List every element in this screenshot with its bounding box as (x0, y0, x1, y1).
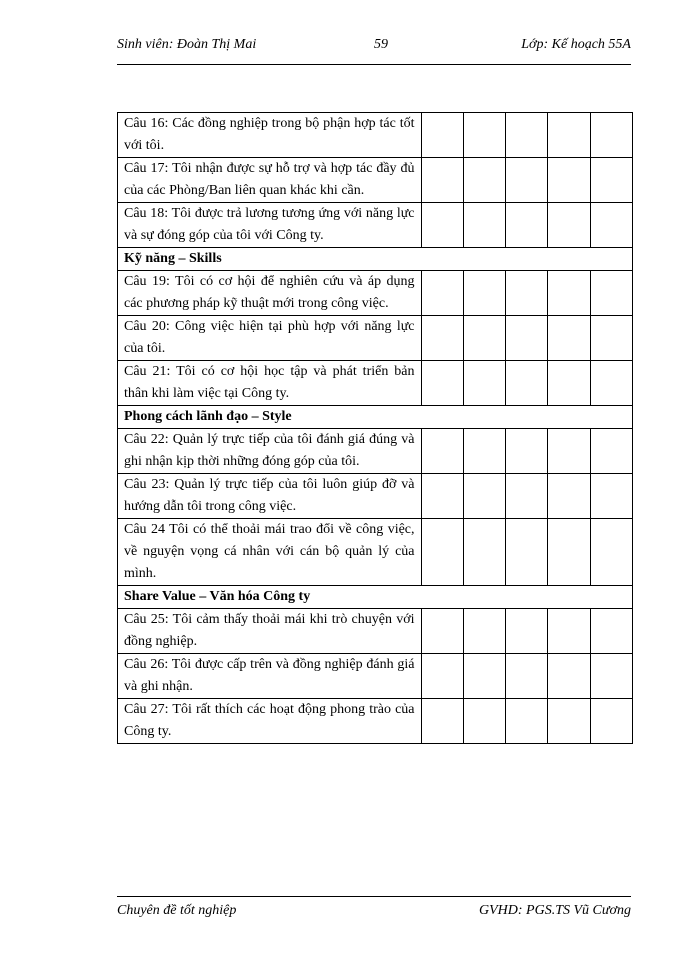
rating-cell-4[interactable] (548, 474, 590, 519)
rating-cell-4[interactable] (548, 519, 590, 586)
rating-cell-1[interactable] (421, 203, 463, 248)
rating-cell-3[interactable] (506, 271, 548, 316)
rating-cell-3[interactable] (506, 316, 548, 361)
rating-cell-4[interactable] (548, 699, 590, 744)
page-footer (117, 903, 631, 925)
question-row (118, 271, 633, 316)
rating-cell-1[interactable] (421, 699, 463, 744)
rating-cell-1[interactable] (421, 113, 463, 158)
rating-cell-1[interactable] (421, 316, 463, 361)
question-text: Câu 22: Quản lý trực tiếp của tôi đánh giá đúng và ghi nhận kịp thời những đóng góp của tôi. (118, 429, 422, 474)
question-row (118, 429, 633, 474)
section-header-row (118, 406, 633, 429)
rating-cell-1[interactable] (421, 361, 463, 406)
question-row (118, 203, 633, 248)
rating-cell-3[interactable] (506, 429, 548, 474)
rating-cell-4[interactable] (548, 158, 590, 203)
rating-cell-4[interactable] (548, 203, 590, 248)
question-text: Câu 21: Tôi có cơ hội học tập và phát triển bản thân khi làm việc tại Công ty. (118, 361, 422, 406)
rating-cell-4[interactable] (548, 113, 590, 158)
section-header-row (118, 248, 633, 271)
rating-cell-5[interactable] (590, 609, 632, 654)
rating-cell-2[interactable] (463, 654, 505, 699)
question-text: Câu 25: Tôi cảm thấy thoải mái khi trò chuyện với đồng nghiệp. (118, 609, 422, 654)
rating-cell-5[interactable] (590, 271, 632, 316)
rating-cell-5[interactable] (590, 158, 632, 203)
rating-cell-1[interactable] (421, 609, 463, 654)
question-text: Câu 16: Các đồng nghiệp trong bộ phận hợp tác tốt với tôi. (118, 113, 422, 158)
question-text: Câu 19: Tôi có cơ hội để nghiên cứu và áp dụng các phương pháp kỹ thuật mới trong công việc. (118, 271, 422, 316)
question-row (118, 609, 633, 654)
rating-cell-5[interactable] (590, 429, 632, 474)
rating-cell-2[interactable] (463, 609, 505, 654)
question-row (118, 519, 633, 586)
rating-cell-3[interactable] (506, 474, 548, 519)
header-rule (117, 64, 631, 65)
rating-cell-3[interactable] (506, 113, 548, 158)
question-row (118, 361, 633, 406)
rating-cell-1[interactable] (421, 158, 463, 203)
question-row (118, 474, 633, 519)
rating-cell-3[interactable] (506, 609, 548, 654)
section-title: Kỹ năng – Skills (118, 248, 633, 271)
rating-cell-1[interactable] (421, 519, 463, 586)
question-row (118, 158, 633, 203)
rating-cell-5[interactable] (590, 474, 632, 519)
rating-cell-1[interactable] (421, 429, 463, 474)
survey-table (117, 112, 633, 744)
rating-cell-5[interactable] (590, 361, 632, 406)
rating-cell-3[interactable] (506, 361, 548, 406)
rating-cell-5[interactable] (590, 316, 632, 361)
rating-cell-5[interactable] (590, 519, 632, 586)
section-title: Phong cách lãnh đạo – Style (118, 406, 633, 429)
rating-cell-5[interactable] (590, 654, 632, 699)
question-text: Câu 24 Tôi có thể thoải mái trao đổi về công việc, về nguyện vọng cá nhân với cán bộ quản lý của mình. (118, 519, 422, 586)
footer-title: Chuyên đề tốt nghiệp (117, 903, 237, 918)
header-class: Lớp: Kế hoạch 55A (521, 37, 631, 52)
header-page-number: 59 (374, 37, 388, 52)
rating-cell-3[interactable] (506, 519, 548, 586)
question-text: Câu 20: Công việc hiện tại phù hợp với năng lực của tôi. (118, 316, 422, 361)
rating-cell-4[interactable] (548, 609, 590, 654)
rating-cell-5[interactable] (590, 113, 632, 158)
rating-cell-2[interactable] (463, 316, 505, 361)
rating-cell-3[interactable] (506, 654, 548, 699)
rating-cell-1[interactable] (421, 654, 463, 699)
question-text: Câu 26: Tôi được cấp trên và đồng nghiệp đánh giá và ghi nhận. (118, 654, 422, 699)
rating-cell-2[interactable] (463, 519, 505, 586)
rating-cell-2[interactable] (463, 361, 505, 406)
section-title: Share Value – Văn hóa Công ty (118, 586, 633, 609)
rating-cell-5[interactable] (590, 699, 632, 744)
question-row (118, 316, 633, 361)
rating-cell-3[interactable] (506, 699, 548, 744)
rating-cell-4[interactable] (548, 361, 590, 406)
rating-cell-1[interactable] (421, 474, 463, 519)
rating-cell-2[interactable] (463, 429, 505, 474)
question-row (118, 113, 633, 158)
rating-cell-1[interactable] (421, 271, 463, 316)
rating-cell-4[interactable] (548, 429, 590, 474)
rating-cell-4[interactable] (548, 654, 590, 699)
question-text: Câu 17: Tôi nhận được sự hỗ trợ và hợp tác đầy đủ của các Phòng/Ban liên quan khác khi cần. (118, 158, 422, 203)
rating-cell-2[interactable] (463, 113, 505, 158)
rating-cell-3[interactable] (506, 158, 548, 203)
rating-cell-2[interactable] (463, 203, 505, 248)
question-row (118, 654, 633, 699)
rating-cell-3[interactable] (506, 203, 548, 248)
rating-cell-2[interactable] (463, 158, 505, 203)
question-text: Câu 18: Tôi được trả lương tương ứng với năng lực và sự đóng góp của tôi với Công ty. (118, 203, 422, 248)
question-row (118, 699, 633, 744)
rating-cell-2[interactable] (463, 474, 505, 519)
footer-rule (117, 896, 631, 897)
rating-cell-4[interactable] (548, 271, 590, 316)
page-header (117, 37, 631, 59)
rating-cell-5[interactable] (590, 203, 632, 248)
question-text: Câu 27: Tôi rất thích các hoạt động phong trào của Công ty. (118, 699, 422, 744)
rating-cell-4[interactable] (548, 316, 590, 361)
header-student: Sinh viên: Đoàn Thị Mai (117, 37, 257, 52)
question-text: Câu 23: Quản lý trực tiếp của tôi luôn giúp đỡ và hướng dẫn tôi trong công việc. (118, 474, 422, 519)
footer-supervisor: GVHD: PGS.TS Vũ Cương (479, 903, 631, 918)
rating-cell-2[interactable] (463, 271, 505, 316)
section-header-row (118, 586, 633, 609)
rating-cell-2[interactable] (463, 699, 505, 744)
